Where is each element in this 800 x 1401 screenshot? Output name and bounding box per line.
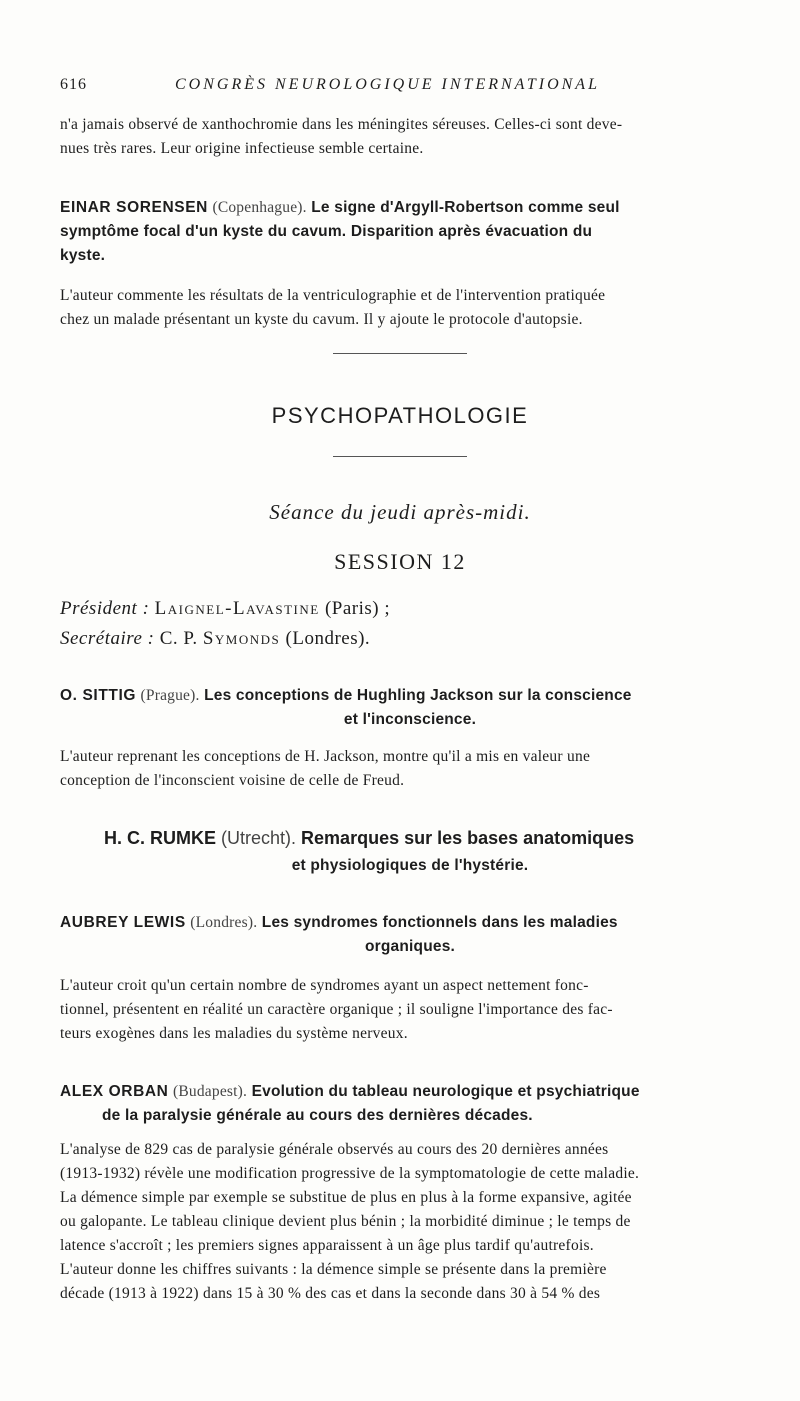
entry-title-line: et l'inconscience.: [343, 711, 477, 728]
president-name: Laignel-Lavastine: [154, 598, 320, 619]
abstract-line: L'auteur commente les résultats de la ventriculographie et de l'intervention pratiquée: [60, 287, 606, 304]
entry-title-lewis: [60, 911, 760, 959]
entry-title-line: Les conceptions de Hughling Jackson sur la conscience: [204, 687, 632, 704]
entry-author: H. C. RUMKE: [104, 828, 216, 848]
abstract-line: teurs exogènes dans les maladies du système nerveux.: [60, 1025, 408, 1042]
secretary-role: Secrétaire :: [60, 628, 155, 649]
entry-city: (Prague).: [140, 687, 200, 704]
page-number: 616: [60, 76, 87, 93]
entry-abstract-sorensen: [60, 284, 760, 332]
section-title: PSYCHOPATHOLOGIE: [271, 403, 529, 428]
entry-author: AUBREY LEWIS: [60, 914, 186, 931]
running-head: [60, 76, 760, 98]
abstract-line: latence s'accroît ; les premiers signes apparaissent à un âge plus tardif qu'autrefois.: [60, 1237, 594, 1254]
entry-abstract-sittig: [60, 745, 760, 793]
entry-title-line: et physiologiques de l'hystérie.: [291, 857, 529, 874]
entry-city: (Londres).: [190, 914, 258, 931]
entry-city: (Copenhague).: [212, 199, 307, 216]
secretary-initials: C. P.: [159, 628, 198, 649]
entry-abstract-orban: [60, 1138, 760, 1306]
entry-title-sorensen: [60, 196, 760, 268]
abstract-line: L'auteur donne les chiffres suivants : la démence simple se présente dans la première: [60, 1261, 607, 1278]
entry-author: ALEX ORBAN: [60, 1083, 169, 1100]
entry-author: EINAR SORENSEN: [60, 199, 208, 216]
divider: [333, 353, 467, 354]
secretary-name: Symonds: [202, 628, 281, 649]
session-heading: SESSION 12: [334, 549, 466, 574]
intro-paragraph: [60, 113, 760, 161]
president-role: Président :: [60, 598, 150, 619]
abstract-line: La démence simple par exemple se substitue de plus en plus à la forme expansive, agitée: [60, 1189, 632, 1206]
journal-title: CONGRÈS NEUROLOGIQUE INTERNATIONAL: [175, 76, 600, 93]
entry-title-line: Le signe d'Argyll-Robertson comme seul: [311, 199, 620, 216]
abstract-line: décade (1913 à 1922) dans 15 à 30 % des cas et dans la seconde dans 30 à 54 % des: [60, 1285, 601, 1302]
entry-title-line: Les syndromes fonctionnels dans les maladies: [261, 914, 618, 931]
entry-author: O. SITTIG: [60, 687, 137, 704]
president-city: (Paris) ;: [324, 598, 391, 619]
entry-title-line: symptôme focal d'un kyste du cavum. Disparition après évacuation du: [60, 223, 593, 240]
entry-title-line: de la paralysie générale au cours des dernières décades.: [102, 1107, 533, 1124]
secretary-city: (Londres).: [285, 628, 371, 649]
entry-title-line: organiques.: [364, 938, 456, 955]
entry-title-sittig: [60, 684, 760, 732]
secretary-line: [60, 628, 760, 650]
entry-title-rumke: [60, 826, 760, 878]
entry-title-line: Evolution du tableau neurologique et psychiatrique: [251, 1083, 640, 1100]
entry-title-line: Remarques sur les bases anatomiques: [301, 828, 635, 848]
intro-line: n'a jamais observé de xanthochromie dans les méningites séreuses. Celles-ci sont deve-: [60, 116, 623, 133]
seance-line: Séance du jeudi après-midi.: [269, 500, 531, 524]
entry-city: (Budapest).: [173, 1083, 248, 1100]
entry-city: (Utrecht).: [221, 828, 297, 848]
abstract-line: (1913-1932) révèle une modification progressive de la symptomatologie de cette maladie.: [60, 1165, 640, 1182]
entry-title-orban: [60, 1080, 760, 1128]
abstract-line: L'analyse de 829 cas de paralysie générale observés au cours des 20 dernières années: [60, 1141, 609, 1158]
president-line: [60, 598, 760, 620]
abstract-line: conception de l'inconscient voisine de celle de Freud.: [60, 772, 405, 789]
abstract-line: tionnel, présentent en réalité un caractère organique ; il souligne l'importance des fac-: [60, 1001, 613, 1018]
abstract-line: L'auteur reprenant les conceptions de H. Jackson, montre qu'il a mis en valeur une: [60, 748, 591, 765]
entry-abstract-lewis: [60, 974, 760, 1046]
abstract-line: ou galopante. Le tableau clinique devient plus bénin ; la morbidité diminue ; le temps de: [60, 1213, 631, 1230]
divider: [333, 456, 467, 457]
abstract-line: chez un malade présentant un kyste du cavum. Il y ajoute le protocole d'autopsie.: [60, 311, 583, 328]
abstract-line: L'auteur croit qu'un certain nombre de syndromes ayant un aspect nettement fonc-: [60, 977, 589, 994]
entry-title-line: kyste.: [60, 247, 106, 264]
intro-line: nues très rares. Leur origine infectieuse semble certaine.: [60, 140, 424, 157]
